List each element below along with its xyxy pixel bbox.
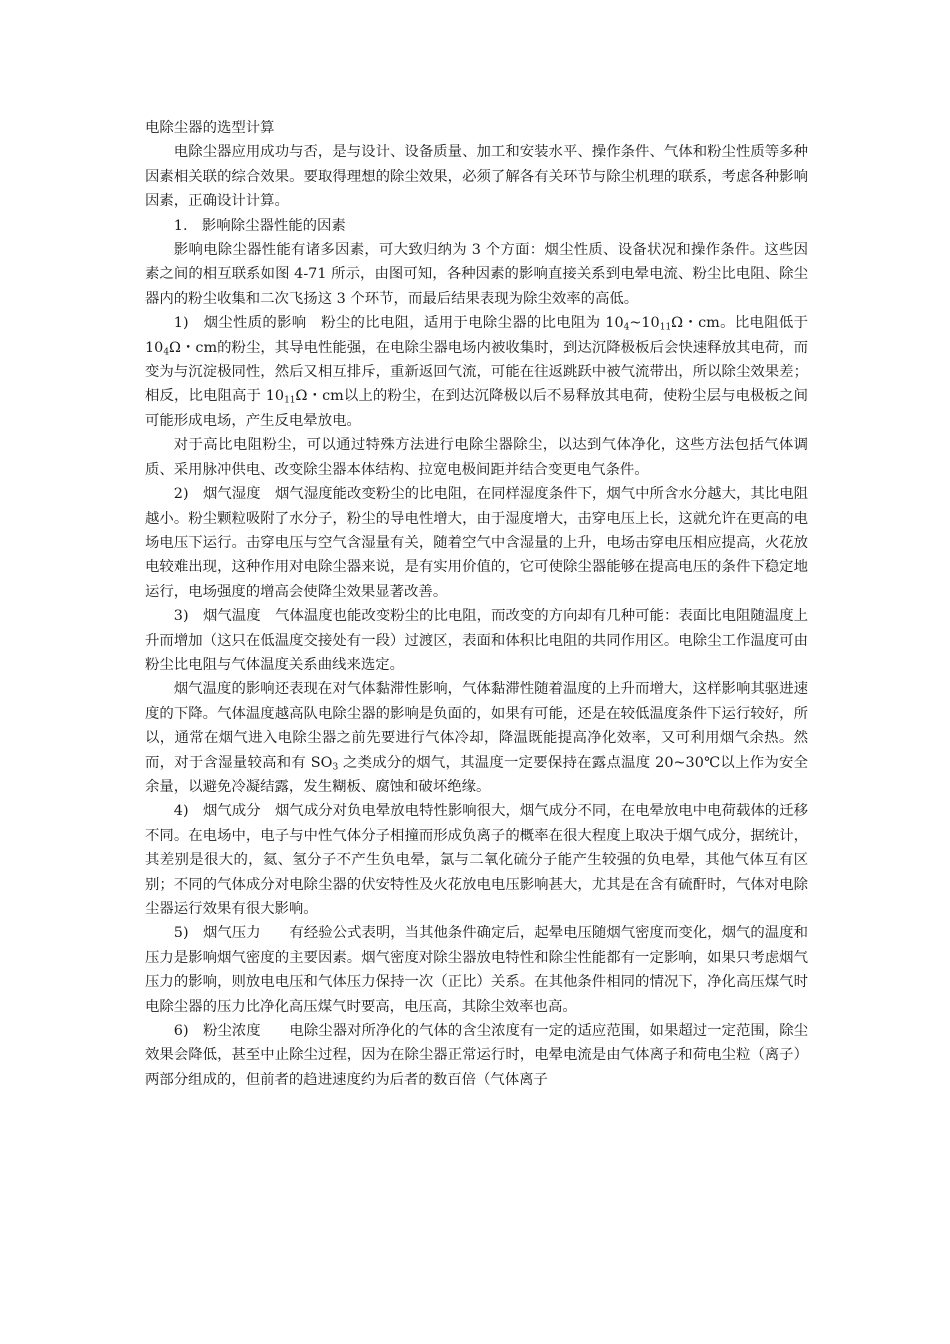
body-paragraph (145, 311, 808, 433)
paragraph-text: 烟气温度的影响还表现在对气体黏滞性影响，气体黏滞性随着温度的上升而增大，这样影响其驱进速度的下降。气体温度越高队电除尘器的影响是负面的，如果有可能，还是在较低温度条件下运行较好，所以，通常在烟气进入电除尘器之前先要进行气体冷却，降温既能提高净化效率，又可利用烟气余热。然而，对于含湿量较高和有 SO (145, 681, 808, 771)
paragraph-list (145, 140, 808, 1092)
document-body (145, 116, 808, 1092)
body-paragraph (145, 433, 808, 482)
paragraph-text: ~10 (629, 315, 660, 332)
paragraph-text: 3) 烟气温度 气体温度也能改变粉尘的比电阻，而改变的方向却有几种可能：表面比电阻随温度上升而增加（这只在低温度交接处有一段）过渡区，表面和体积比电阻的共同作用区。电除尘工作温度可由粉尘比电阻与气体温度关系曲线来选定。 (145, 608, 808, 673)
paragraph-text: 5) 烟气压力 有经验公式表明，当其他条件确定后，起晕电压随烟气密度而变化，烟气的温度和压力是影响烟气密度的主要因素。烟气密度对除尘器放电特性和除尘性能都有一定影响，如果只考虑烟气压力的影响，则放电电压和气体压力保持一次（正比）关系。在其他条件相同的情况下，净化高压煤气时电除尘器的压力比净化高压煤气时要高，电压高，其除尘效率也高。 (145, 925, 808, 1015)
subscript-text: 11 (659, 322, 672, 333)
body-paragraph (145, 677, 808, 799)
paragraph-text: 6) 粉尘浓度 电除尘器对所净化的气体的含尘浓度有一定的适应范围，如果超过一定范围，除尘效果会降低，甚至中止除尘过程，因为在除尘器正常运行时，电晕电流是由气体离子和荷电尘粒（离子）两部分组成的，但前者的趋进速度约为后者的数百倍（气体离子 (145, 1023, 808, 1088)
body-paragraph (145, 140, 808, 213)
paragraph-text: 之类成分的烟气，其温度一定要保持在露点温度 20~30℃以上作为安全余量，以避免冷凝结露，发生糊板、腐蚀和破坏绝缘。 (145, 754, 809, 795)
paragraph-text: 1. 影响除尘器性能的因素 (173, 217, 346, 234)
body-paragraph (145, 604, 808, 677)
paragraph-text: 对于高比电阻粉尘，可以通过特殊方法进行电除尘器除尘，以达到气体净化，这些方法包括气体调质、采用脉冲供电、改变除尘器本体结构、拉宽电极间距并结合变更电气条件。 (145, 437, 808, 478)
paragraph-text: 影响电除尘器性能有诸多因素，可大致归纳为 3 个方面：烟尘性质、设备状况和操作条件。这些因素之间的相互联系如图 4-71 所示，由图可知，各种因素的影响直接关系到电晕电流、粉尘比电阻、除尘器内的粉尘收集和二次飞扬这 3 个环节，而最后结果表现为除尘效率的高低。 (145, 242, 808, 307)
body-paragraph (145, 482, 808, 604)
paragraph-text: 1) 烟尘性质的影响 粉尘的比电阻，适用于电除尘器的比电阻为 10 (173, 315, 624, 332)
body-paragraph (145, 1019, 808, 1092)
subscript-text: 3 (332, 761, 339, 772)
paragraph-text: Ω・cm。比电阻低于 10 (145, 315, 808, 356)
paragraph-text: Ω・cm的粉尘，其导电性能强，在电除尘器电场内被收集时，到达沉降极板后会快速释放其电荷，而变为与沉淀极同性，然后又相互排斥，重新返回气流，可能在往返跳跃中被气流带出，所以除尘效果差；相反，比电阻高于 10 (145, 339, 808, 405)
document-title: 电除尘器的选型计算 (145, 120, 275, 136)
subscript-text: 4 (163, 346, 170, 357)
subscript-text: 4 (623, 322, 630, 333)
body-paragraph (145, 238, 808, 311)
subscript-text: 11 (284, 395, 296, 406)
body-paragraph (145, 921, 808, 1019)
body-paragraph (145, 799, 808, 921)
paragraph-text: 2) 烟气湿度 烟气湿度能改变粉尘的比电阻，在同样湿度条件下，烟气中所含水分越大，其比电阻越小。粉尘颗粒吸附了水分子，粉尘的导电性增大，由于湿度增大，击穿电压上长，这就允许在更高的电场电压下运行。击穿电压与空气含湿量有关，随着空气中含湿量的上升，电场击穿电压相应提高，火花放电较难出现，这种作用对电除尘器来说，是有实用价值的，它可使除尘器能够在提高电压的条件下稳定地运行，电场强度的增高会使降尘效果显著改善。 (145, 486, 808, 600)
paragraph-text: Ω・cm以上的粉尘，在到达沉降极以后不易释放其电荷，使粉尘层与电极板之间可能形成电场，产生反电晕放电。 (145, 388, 808, 429)
section-heading (145, 214, 808, 238)
paragraph-text: 4) 烟气成分 烟气成分对负电晕放电特性影响很大，烟气成分不同，在电晕放电中电荷载体的迁移不同。在电场中，电子与中性气体分子相撞而形成负离子的概率在很大程度上取决于烟气成分，据统计，其差别是很大的，氦、氢分子不产生负电晕，氯与二氧化硫分子能产生较强的负电晕，其他气体互有区别；不同的气体成分对电除尘器的伏安特性及火花放电电压影响甚大，尤其是在含有硫酐时，气体对电除尘器运行效果有很大影响。 (145, 803, 808, 917)
paragraph-text: 电除尘器应用成功与否，是与设计、设备质量、加工和安装水平、操作条件、气体和粉尘性质等多种因素相关联的综合效果。要取得理想的除尘效果，必须了解各有关环节与除尘机理的联系，考虑各种影响因素，正确设计计算。 (145, 144, 808, 210)
